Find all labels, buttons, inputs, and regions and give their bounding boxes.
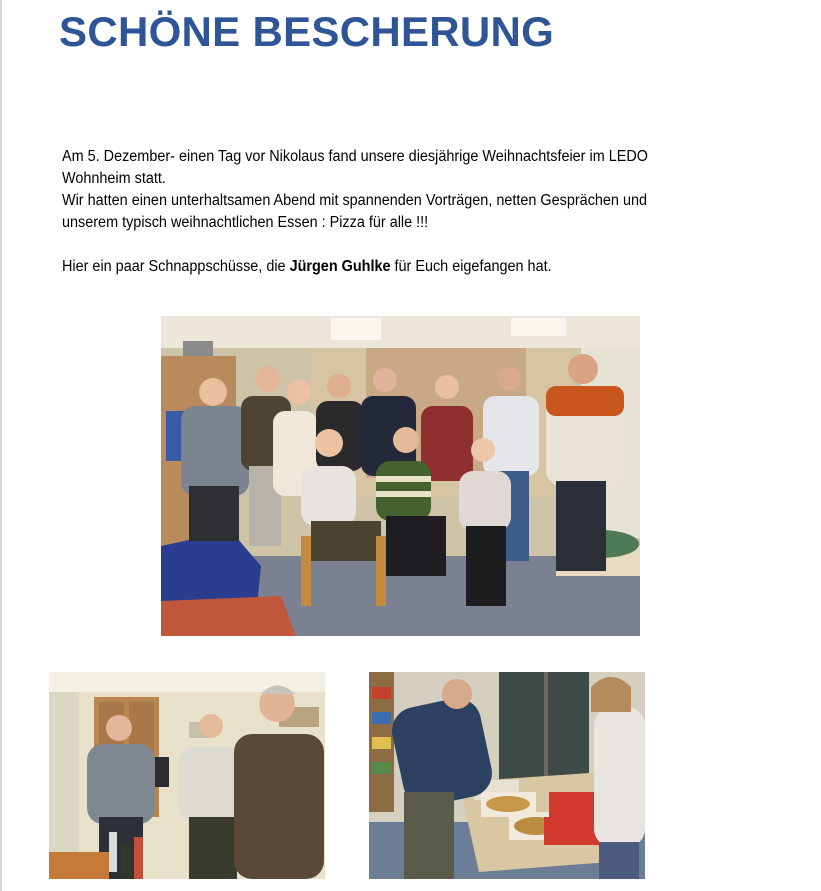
intro-line-1: Am 5. Dezember- einen Tag vor Nikolaus fand unsere diesjährige Weihnachtsfeier im LEDO — [62, 148, 648, 165]
intro-line-4: unserem typisch weihnachtlichen Essen : Pizza für alle !!! — [62, 214, 429, 231]
snapshot-text-before: Hier ein paar Schnappschüsse, die — [62, 258, 290, 275]
photographer-name: Jürgen Guhlke — [289, 258, 391, 275]
page-title: SCHÖNE BESCHERUNG — [59, 8, 555, 55]
party-photo-right — [369, 672, 645, 879]
intro-text — [62, 146, 657, 278]
paragraph-gap — [62, 234, 657, 256]
intro-line-2: Wohnheim statt. — [62, 170, 166, 187]
page-left-border — [0, 0, 2, 891]
group-photo — [161, 316, 640, 636]
intro-line-3: Wir hatten einen unterhaltsamen Abend mit spannenden Vorträgen, netten Gesprächen und — [62, 192, 648, 209]
party-photo-left — [49, 672, 325, 879]
snapshot-line — [62, 256, 657, 278]
snapshot-text-after: für Euch eigefangen hat. — [390, 258, 552, 275]
